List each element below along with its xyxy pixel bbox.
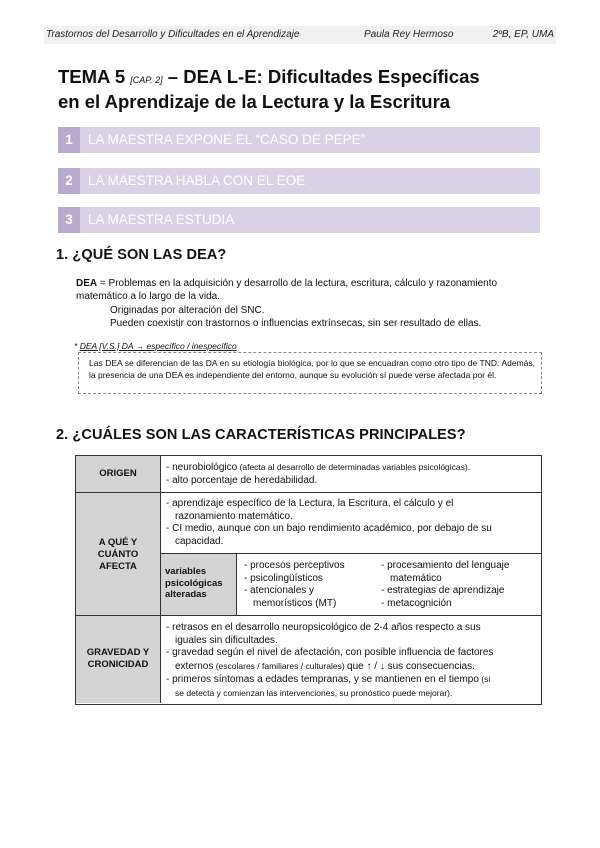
definition-line1: = Problemas en la adquisición y desarrollo de la lectura, escritura, cálculo y razonamiento xyxy=(97,278,498,289)
afecta-b2-l2: capacidad. xyxy=(175,535,224,547)
variables-label xyxy=(161,553,237,615)
section-label: LA MAESTRA EXPONE EL “CASO DE PEPE” xyxy=(88,132,366,147)
variables-col2 xyxy=(381,560,536,610)
row-body-gravedad xyxy=(161,622,541,699)
gravedad-label-l2: CRONICIDAD xyxy=(87,659,149,670)
row-body-origen xyxy=(161,461,541,487)
row-label-gravedad xyxy=(76,616,161,703)
var-col2-item: - estrategias de aprendizaje xyxy=(381,585,505,596)
gravedad-b3-l2: se detecta y comienzan las intervenciones, su pronóstico puede mejorar). xyxy=(175,687,453,698)
gravedad-b3-l1 xyxy=(166,673,535,687)
gravedad-label-l1: GRAVEDAD Y xyxy=(86,647,150,658)
title-cap: [CAP. 2] xyxy=(130,75,163,85)
variables-col1 xyxy=(244,560,379,610)
afecta-b1-l1: - aprendizaje específico de la Lectura, la Escritura, el cálculo y el xyxy=(166,498,454,509)
var-label-l1: variables xyxy=(165,566,207,577)
section-number: 3 xyxy=(58,207,80,233)
row-label-afecta xyxy=(76,493,161,615)
gravedad-b1-l2: iguales sin dificultades. xyxy=(175,634,278,646)
header-course: Trastornos del Desarrollo y Dificultades en el Aprendizaje xyxy=(46,29,300,40)
gravedad-b2-l1: - gravedad según el nivel de afectación, con posible influencia de factores xyxy=(166,647,494,658)
section-bar-1 xyxy=(58,127,540,153)
var-col1-item: - psicolingüísticos xyxy=(244,572,323,584)
afecta-label-l1: A QUÉ Y xyxy=(98,537,138,548)
page-header xyxy=(44,26,556,44)
var-label-l2: psicológicas xyxy=(165,577,223,589)
title-rest: – DEA L-E: Dificultades Específicas xyxy=(167,66,480,87)
gravedad-b2-factores: (escolares / familiares / culturales) xyxy=(213,660,348,671)
gravedad-b2-l2 xyxy=(166,660,535,674)
var-label-l3: alteradas xyxy=(165,589,207,600)
origen-b1: - neurobiológico xyxy=(166,462,238,473)
origen-b2: - alto porcentaje de heredabilidad. xyxy=(166,474,318,486)
header-group: 2ºB, EP, UMA xyxy=(492,29,554,40)
section-number: 2 xyxy=(58,168,80,194)
afecta-b1-l2: razonamiento matemático. xyxy=(175,510,293,522)
definition-term: DEA xyxy=(76,278,98,289)
gravedad-b3-main: - primeros síntomas a edades tempranas, y se mantienen en el tiempo xyxy=(166,674,479,685)
gravedad-b2-consecuencias: que ↑ / ↓ sus consecuencias. xyxy=(347,660,475,672)
heading-caracteristicas: 2. ¿CUÁLES SON LAS CARACTERÍSTICAS PRINCIPALES? xyxy=(56,427,466,443)
note-heading xyxy=(74,341,237,351)
section-label: LA MAESTRA HABLA CON EL EOE xyxy=(88,173,306,188)
section-label: LA MAESTRA ESTUDIA xyxy=(88,212,235,227)
note-label: DEA [V.S.] DA → específico / inespecífico xyxy=(79,341,237,351)
var-col1-item: - procesos perceptivos xyxy=(244,560,345,571)
var-col2-item: matemático xyxy=(390,572,442,584)
title-line2: en el Aprendizaje de la Lectura y la Escritura xyxy=(58,91,451,112)
section-bar-2 xyxy=(58,168,540,194)
row-body-afecta xyxy=(161,498,541,548)
gravedad-b1-l1: - retrasos en el desarrollo neuropsicológico de 2-4 años respecto a sus xyxy=(166,622,481,633)
note-box: Las DEA se diferencian de las DA en su etiología biológica, por lo que se encuadran como otro tipo de TND. Además, la presencia de una DEA es independiente del entorno, aunque su evolución sí puede verse afectada por él. xyxy=(78,352,542,394)
definition-line2: matemático a lo largo de la vida. xyxy=(76,291,220,302)
afecta-label-l2: CUÁNTO xyxy=(97,549,139,560)
dea-sub1: Originadas por alteración del SNC. xyxy=(110,305,265,316)
var-col1-item: memorísticos (MT) xyxy=(253,597,337,609)
gravedad-b3-paren: (si xyxy=(478,674,491,684)
note-star: * xyxy=(74,341,78,351)
gravedad-b2-externos: externos xyxy=(175,660,214,672)
afecta-b2-l1: - CI medio, aunque con un bajo rendimiento académico, por debajo de su xyxy=(166,523,492,534)
row-label-origen: ORIGEN xyxy=(76,456,161,492)
var-col2-item: - procesamiento del lenguaje xyxy=(381,560,510,571)
dea-sub2: Pueden coexistir con trastornos o influencias extrínsecas, sin ser resultado de ellas. xyxy=(110,318,482,329)
title-tema: TEMA 5 xyxy=(58,66,126,87)
var-col2-item: - metacognición xyxy=(381,597,452,609)
var-col1-item: - atencionales y xyxy=(244,585,315,596)
characteristics-table xyxy=(75,455,542,705)
section-bar-3 xyxy=(58,207,540,233)
section-number: 1 xyxy=(58,127,80,153)
heading-que-son-dea: 1. ¿QUÉ SON LAS DEA? xyxy=(56,247,227,263)
origen-b1-note: (afecta al desarrollo de determinadas variables psicológicas). xyxy=(237,462,471,472)
header-author: Paula Rey Hermoso xyxy=(364,29,454,40)
page-title xyxy=(58,66,558,113)
afecta-label-l3: AFECTA xyxy=(99,561,137,572)
dea-definition xyxy=(76,277,546,303)
